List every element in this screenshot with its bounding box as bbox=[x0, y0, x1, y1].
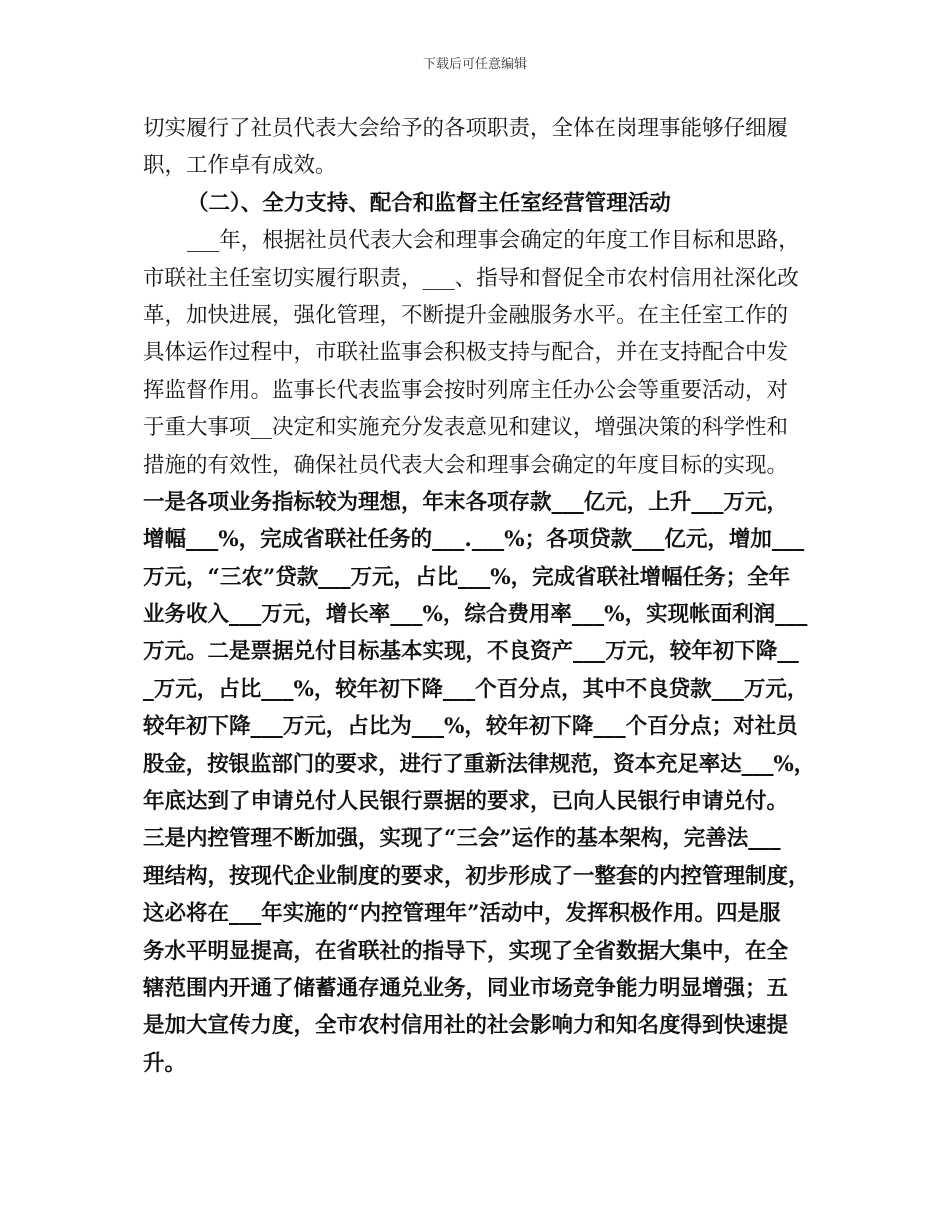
text-line: 增幅___%，完成省联社任务的___.___%；各项贷款___亿元，增加___ bbox=[143, 527, 805, 553]
page-header: 下载后可任意编辑 bbox=[422, 57, 527, 72]
text-line: 辖范围内开通了储蓄通存通兑业务，同业市场竞争能力明显增强；五 bbox=[143, 975, 789, 1001]
text-line: 革，加快进展，强化管理，不断提升金融服务水平。在主任室工作的 bbox=[143, 302, 789, 328]
text-line: （二）、全力支持、配合和监督主任室经营管理活动 bbox=[187, 190, 671, 216]
document-body bbox=[143, 110, 815, 1082]
text-line: 较年初下降___万元，占比为___%，较年初下降___个百分点；对社员 bbox=[143, 714, 798, 740]
text-line: 职，工作卓有成效。 bbox=[143, 153, 337, 179]
text-line: 是加大宣传力度，全市农村信用社的社会影响力和知名度得到快速提 bbox=[143, 1013, 789, 1039]
text-line: 股金，按银监部门的要求，进行了重新法律规范，资本充足率达___%， bbox=[143, 751, 816, 777]
text-line: 具体运作过程中，市联社监事会积极支持与配合，并在支持配合中发 bbox=[143, 340, 789, 366]
text-line: 措施的有效性，确保社员代表大会和理事会确定的年度目标的实现。 bbox=[143, 452, 789, 478]
text-line: 切实履行了社员代表大会给予的各项职责，全体在岗理事能够仔细履 bbox=[143, 116, 789, 141]
text-line: 年底达到了申请兑付人民银行票据的要求，已向人民银行申请兑付。 bbox=[143, 789, 789, 815]
text-line: ___年，根据社员代表大会和理事会确定的年度工作目标和思路， bbox=[187, 228, 800, 254]
text-line: 理结构，按现代企业制度的要求，初步形成了一整套的内控管理制度， bbox=[143, 863, 810, 889]
text-line: 挥监督作用。监事长代表监事会按时列席主任办公会等重要活动，对 bbox=[143, 377, 789, 403]
text-line: 业务收入___万元，增长率___%，综合费用率___%，实现帐面利润___ bbox=[143, 602, 808, 628]
text-line: 于重大事项__决定和实施充分发表意见和建议，增强决策的科学性和 bbox=[143, 415, 789, 441]
text-line: 三是内控管理不断加强，实现了“三会”运作的基本架构，完善法___ bbox=[143, 826, 781, 852]
text-line: 这必将在___年实施的“内控管理年”活动中，发挥积极作用。四是服 bbox=[143, 901, 781, 927]
text-line: 市联社主任室切实履行职责，___、指导和督促全市农村信用社深化改 bbox=[143, 265, 799, 291]
text-line: 万元，“三农”贷款___万元，占比___%，完成省联社增幅任务；全年 bbox=[143, 564, 791, 590]
text-line: 一是各项业务指标较为理想，年末各项存款___亿元，上升___万元， bbox=[143, 489, 789, 515]
text-line: 万元。二是票据兑付目标基本实现，不良资产___万元，较年初下降__ bbox=[143, 639, 799, 665]
text-line: _万元，占比___%，较年初下降___个百分点，其中不良贷款___万元， bbox=[143, 676, 809, 702]
text-line: 升。 bbox=[143, 1050, 187, 1076]
text-line: 务水平明显提高，在省联社的指导下，实现了全省数据大集中，在全 bbox=[143, 938, 789, 964]
